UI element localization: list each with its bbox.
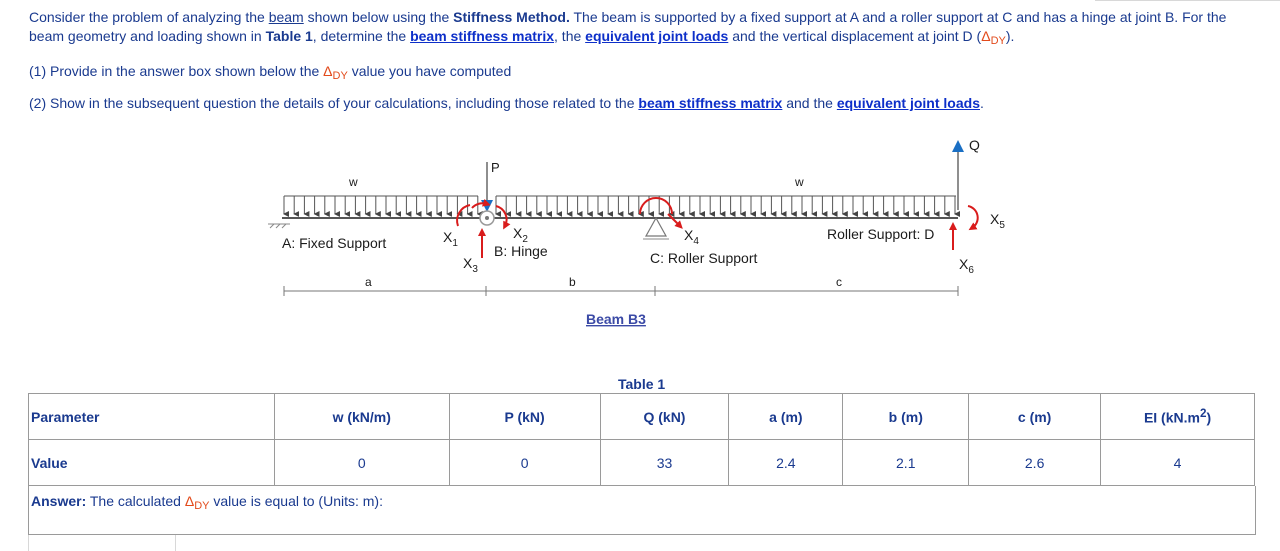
dof-label-X1: $X_1$ [443, 229, 458, 249]
dof-label-X5: $X_5$ [990, 211, 1005, 231]
answer-prompt: Answer: The calculated $\Delta_{DY}$ value is equal to (Units: m): [31, 493, 383, 512]
top-divider [1095, 0, 1280, 1]
value-w: 0 [274, 440, 449, 486]
dof-X4-rotation-arc [640, 198, 672, 214]
dof-label-X4: $X_4$ [684, 227, 699, 247]
value-c: 2.6 [969, 440, 1101, 486]
dof-label-X6: $X_6$ [959, 256, 974, 276]
dim-label-a: a [365, 275, 372, 289]
point-load-P-arrowhead [481, 200, 493, 212]
label-hinge-B: B: Hinge [494, 243, 548, 259]
load-label-w-left: w [349, 175, 358, 189]
header-w: w (kN/m) [274, 394, 449, 440]
label-support-D: Roller Support: D [827, 226, 935, 242]
beam-term: beam [268, 9, 304, 25]
roller-support-C [646, 218, 666, 236]
parameter-table [28, 393, 1255, 486]
header-parameter: Parameter [29, 394, 275, 440]
dimension-line [284, 286, 958, 296]
header-P: P (kN) [449, 394, 600, 440]
header-EI: EI $(kN.m^2)$ [1101, 394, 1255, 440]
load-label-Q: Q [969, 137, 980, 153]
dim-label-b: b [569, 275, 576, 289]
table-reference: Table 1 [265, 28, 313, 44]
table-header-row [29, 394, 1255, 440]
value-EI: 4 [1101, 440, 1255, 486]
label-support-A: A: Fixed Support [282, 235, 387, 251]
hinge-B-pin [485, 216, 489, 220]
beam-diagram [0, 130, 1280, 335]
beam-stiffness-matrix-link[interactable]: beam stiffness matrix [410, 28, 555, 44]
question-paragraph-3: (2) Show in the subsequent question the details of your calculations, including those related to the beam stiffness matrix and the equivalent joint loads. [29, 95, 984, 111]
dof-label-X3: $X_3$ [463, 255, 478, 275]
value-P: 0 [449, 440, 600, 486]
question-paragraph-2: (1) Provide in the answer box shown below the $\Delta_{DY}$ value you have computed [29, 63, 512, 82]
header-c: c (m) [969, 394, 1101, 440]
distributed-load-right [496, 196, 956, 214]
dof-X5-rotation-arrow [968, 206, 978, 228]
dof-label-X2: $X_2$ [513, 225, 528, 245]
value-a: 2.4 [729, 440, 843, 486]
fixed-support-A [268, 224, 290, 228]
load-label-P: P [491, 160, 500, 175]
header-a: a (m) [729, 394, 843, 440]
answer-box [28, 486, 1256, 535]
value-b: 2.1 [843, 440, 969, 486]
value-label: Value [29, 440, 275, 486]
delta-symbol: $\Delta_{DY}$ [323, 63, 348, 82]
question-paragraph-1: Consider the problem of analyzing the beam shown below using the Stiffness Method. The beam is supported by a fixed support at A and a roller support at C and has a hinge at joint B. For the beam geometry and loading shown in Table 1, determine the beam stiffness matrix, the equivalent joint loads and the vertical displacement at joint D $(\Delta_{DY})$. [29, 9, 1227, 47]
dof-X2-rotation-arrow [496, 206, 507, 226]
equivalent-joint-loads-link[interactable]: equivalent joint loads [585, 28, 729, 44]
label-support-C: C: Roller Support [650, 250, 758, 266]
delta-symbol: $\Delta_{DY}$ [981, 28, 1006, 47]
table-value-row [29, 440, 1255, 486]
value-Q: 33 [600, 440, 729, 486]
dof-X4-rotation-arrow [668, 214, 680, 226]
beam-stiffness-matrix-link-2[interactable]: beam stiffness matrix [638, 95, 783, 111]
table-caption: Table 1 [618, 376, 666, 392]
distributed-load-left [284, 196, 478, 214]
equivalent-joint-loads-link-2[interactable]: equivalent joint loads [836, 95, 980, 111]
point-load-Q-arrowhead [952, 140, 964, 152]
header-Q: Q (kN) [600, 394, 729, 440]
diagram-caption: Beam B3 [586, 311, 646, 327]
delta-symbol: $\Delta_{DY}$ [184, 493, 210, 512]
load-label-w-right: w [795, 175, 804, 189]
method-name: Stiffness Method. [453, 9, 570, 25]
dim-label-c: c [836, 275, 842, 289]
header-b: b (m) [843, 394, 969, 440]
answer-input[interactable] [28, 535, 176, 551]
